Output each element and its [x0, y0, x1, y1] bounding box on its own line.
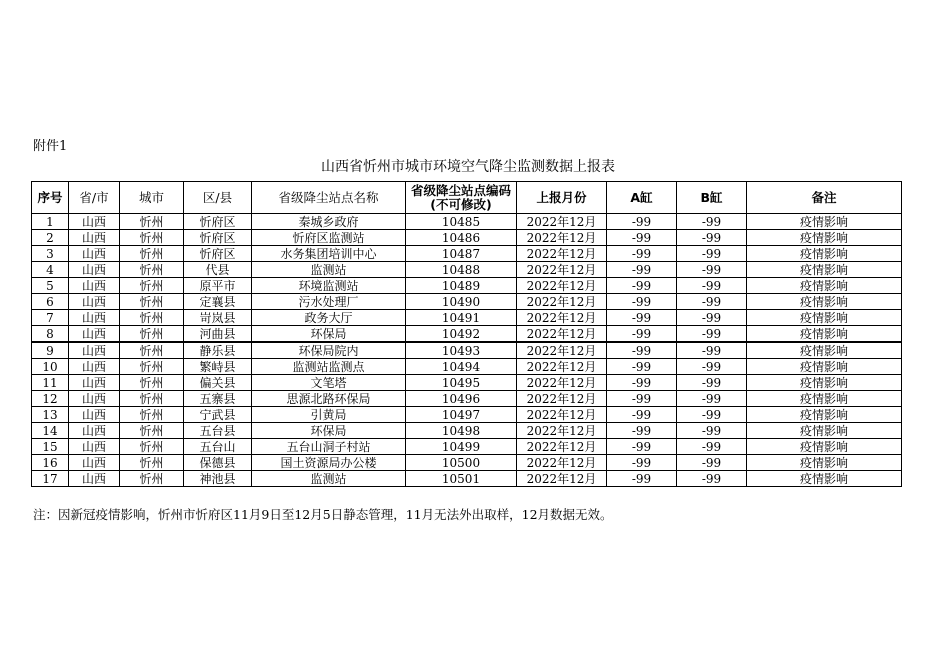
cell-index: 2 [32, 230, 69, 246]
cell-province: 山西 [69, 230, 120, 246]
cell-report-month: 2022年12月 [517, 407, 607, 423]
cell-report-month: 2022年12月 [517, 278, 607, 294]
col-header-station-code [406, 182, 517, 214]
cell-county: 忻府区 [184, 230, 252, 246]
cell-county: 五寨县 [184, 391, 252, 407]
cell-city: 忻州 [120, 342, 184, 359]
cell-city: 忻州 [120, 439, 184, 455]
cell-province: 山西 [69, 294, 120, 310]
cell-remarks: 疫情影响 [747, 278, 902, 294]
cell-city: 忻州 [120, 310, 184, 326]
cell-report-month: 2022年12月 [517, 230, 607, 246]
cell-city: 忻州 [120, 359, 184, 375]
cell-province: 山西 [69, 278, 120, 294]
col-header-station-name: 省级降尘站点名称 [252, 182, 406, 214]
cell-station-code: 10490 [406, 294, 517, 310]
cell-remarks: 疫情影响 [747, 407, 902, 423]
col-header-b-jar: B缸 [677, 182, 747, 214]
table-row [32, 423, 902, 439]
col-header-city: 城市 [120, 182, 184, 214]
col-header-a-jar: A缸 [607, 182, 677, 214]
table-row [32, 407, 902, 423]
cell-station-name: 环保局院内 [252, 342, 406, 359]
cell-station-code: 10501 [406, 471, 517, 487]
cell-station-code: 10487 [406, 246, 517, 262]
cell-a-jar: -99 [607, 359, 677, 375]
table-row [32, 278, 902, 294]
cell-county: 忻府区 [184, 246, 252, 262]
cell-station-code: 10489 [406, 278, 517, 294]
cell-city: 忻州 [120, 471, 184, 487]
cell-station-code: 10492 [406, 326, 517, 343]
cell-remarks: 疫情影响 [747, 391, 902, 407]
cell-station-name: 引黄局 [252, 407, 406, 423]
cell-b-jar: -99 [677, 294, 747, 310]
table-row [32, 326, 902, 343]
table-row [32, 294, 902, 310]
cell-report-month: 2022年12月 [517, 439, 607, 455]
cell-station-code: 10494 [406, 359, 517, 375]
cell-city: 忻州 [120, 423, 184, 439]
cell-province: 山西 [69, 407, 120, 423]
cell-b-jar: -99 [677, 214, 747, 230]
cell-a-jar: -99 [607, 278, 677, 294]
attachment-label: 附件1 [33, 139, 68, 154]
cell-city: 忻州 [120, 455, 184, 471]
cell-county: 繁峙县 [184, 359, 252, 375]
cell-city: 忻州 [120, 262, 184, 278]
cell-station-name: 污水处理厂 [252, 294, 406, 310]
cell-province: 山西 [69, 423, 120, 439]
cell-report-month: 2022年12月 [517, 359, 607, 375]
cell-city: 忻州 [120, 214, 184, 230]
cell-index: 1 [32, 214, 69, 230]
cell-county: 代县 [184, 262, 252, 278]
cell-province: 山西 [69, 359, 120, 375]
cell-b-jar: -99 [677, 326, 747, 343]
cell-station-name: 监测站 [252, 471, 406, 487]
cell-report-month: 2022年12月 [517, 246, 607, 262]
cell-report-month: 2022年12月 [517, 342, 607, 359]
cell-city: 忻州 [120, 391, 184, 407]
cell-station-name: 秦城乡政府 [252, 214, 406, 230]
cell-city: 忻州 [120, 278, 184, 294]
cell-a-jar: -99 [607, 294, 677, 310]
cell-index: 11 [32, 375, 69, 391]
table-row [32, 359, 902, 375]
table-row [32, 262, 902, 278]
cell-station-name: 五台山洞子村站 [252, 439, 406, 455]
col-header-report-month: 上报月份 [517, 182, 607, 214]
cell-index: 8 [32, 326, 69, 343]
table-row [32, 214, 902, 230]
cell-county: 岢岚县 [184, 310, 252, 326]
cell-province: 山西 [69, 455, 120, 471]
cell-a-jar: -99 [607, 246, 677, 262]
table-row [32, 391, 902, 407]
cell-station-code: 10486 [406, 230, 517, 246]
cell-b-jar: -99 [677, 262, 747, 278]
table-row [32, 375, 902, 391]
cell-remarks: 疫情影响 [747, 471, 902, 487]
code-header-line: 省级降尘站点编码 [410, 182, 511, 198]
cell-county: 忻府区 [184, 214, 252, 230]
cell-station-name: 环保局 [252, 423, 406, 439]
cell-station-name: 思源北路环保局 [252, 391, 406, 407]
header-row [32, 182, 902, 214]
cell-b-jar: -99 [677, 471, 747, 487]
table-row [32, 439, 902, 455]
cell-station-name: 环境监测站 [252, 278, 406, 294]
cell-county: 河曲县 [184, 326, 252, 343]
cell-b-jar: -99 [677, 342, 747, 359]
cell-remarks: 疫情影响 [747, 423, 902, 439]
cell-remarks: 疫情影响 [747, 375, 902, 391]
cell-index: 9 [32, 342, 69, 359]
cell-b-jar: -99 [677, 310, 747, 326]
code-header-line: (不可修改) [430, 196, 492, 212]
cell-station-name: 忻府区监测站 [252, 230, 406, 246]
cell-report-month: 2022年12月 [517, 375, 607, 391]
cell-station-name: 国土资源局办公楼 [252, 455, 406, 471]
cell-a-jar: -99 [607, 342, 677, 359]
cell-index: 17 [32, 471, 69, 487]
cell-province: 山西 [69, 214, 120, 230]
cell-province: 山西 [69, 246, 120, 262]
cell-index: 5 [32, 278, 69, 294]
cell-a-jar: -99 [607, 455, 677, 471]
cell-report-month: 2022年12月 [517, 423, 607, 439]
col-header-county: 区/县 [184, 182, 252, 214]
cell-county: 神池县 [184, 471, 252, 487]
cell-b-jar: -99 [677, 439, 747, 455]
col-header-remarks: 备注 [747, 182, 902, 214]
cell-city: 忻州 [120, 294, 184, 310]
cell-station-code: 10496 [406, 391, 517, 407]
cell-county: 定襄县 [184, 294, 252, 310]
cell-remarks: 疫情影响 [747, 455, 902, 471]
cell-index: 6 [32, 294, 69, 310]
cell-a-jar: -99 [607, 375, 677, 391]
cell-station-code: 10488 [406, 262, 517, 278]
cell-b-jar: -99 [677, 423, 747, 439]
cell-report-month: 2022年12月 [517, 326, 607, 343]
cell-a-jar: -99 [607, 423, 677, 439]
cell-b-jar: -99 [677, 246, 747, 262]
cell-county: 五台山 [184, 439, 252, 455]
cell-city: 忻州 [120, 246, 184, 262]
cell-remarks: 疫情影响 [747, 294, 902, 310]
cell-station-code: 10498 [406, 423, 517, 439]
cell-a-jar: -99 [607, 439, 677, 455]
cell-remarks: 疫情影响 [747, 342, 902, 359]
cell-b-jar: -99 [677, 278, 747, 294]
table-row [32, 246, 902, 262]
cell-report-month: 2022年12月 [517, 262, 607, 278]
cell-province: 山西 [69, 439, 120, 455]
cell-a-jar: -99 [607, 391, 677, 407]
cell-station-code: 10485 [406, 214, 517, 230]
cell-b-jar: -99 [677, 407, 747, 423]
table-row [32, 455, 902, 471]
cell-remarks: 疫情影响 [747, 359, 902, 375]
cell-a-jar: -99 [607, 407, 677, 423]
cell-province: 山西 [69, 375, 120, 391]
cell-station-code: 10500 [406, 455, 517, 471]
cell-index: 7 [32, 310, 69, 326]
cell-index: 10 [32, 359, 69, 375]
cell-report-month: 2022年12月 [517, 294, 607, 310]
table-row [32, 310, 902, 326]
cell-remarks: 疫情影响 [747, 246, 902, 262]
cell-station-code: 10497 [406, 407, 517, 423]
col-header-index: 序号 [32, 182, 69, 214]
cell-index: 4 [32, 262, 69, 278]
cell-station-name: 监测站监测点 [252, 359, 406, 375]
cell-county: 保德县 [184, 455, 252, 471]
col-header-province: 省/市 [69, 182, 120, 214]
cell-station-name: 环保局 [252, 326, 406, 343]
cell-index: 14 [32, 423, 69, 439]
table-row [32, 230, 902, 246]
cell-a-jar: -99 [607, 471, 677, 487]
cell-station-code: 10499 [406, 439, 517, 455]
cell-city: 忻州 [120, 407, 184, 423]
cell-report-month: 2022年12月 [517, 455, 607, 471]
cell-index: 15 [32, 439, 69, 455]
cell-city: 忻州 [120, 230, 184, 246]
cell-b-jar: -99 [677, 230, 747, 246]
cell-station-code: 10493 [406, 342, 517, 359]
cell-a-jar: -99 [607, 326, 677, 343]
cell-remarks: 疫情影响 [747, 310, 902, 326]
cell-b-jar: -99 [677, 455, 747, 471]
cell-station-code: 10495 [406, 375, 517, 391]
cell-report-month: 2022年12月 [517, 214, 607, 230]
table-row [32, 471, 902, 487]
cell-province: 山西 [69, 262, 120, 278]
cell-remarks: 疫情影响 [747, 262, 902, 278]
cell-city: 忻州 [120, 375, 184, 391]
cell-county: 静乐县 [184, 342, 252, 359]
cell-city: 忻州 [120, 326, 184, 343]
cell-province: 山西 [69, 326, 120, 343]
cell-report-month: 2022年12月 [517, 471, 607, 487]
cell-station-code: 10491 [406, 310, 517, 326]
page-title: 山西省忻州市城市环境空气降尘监测数据上报表 [321, 159, 615, 175]
cell-b-jar: -99 [677, 375, 747, 391]
cell-b-jar: -99 [677, 391, 747, 407]
cell-county: 原平市 [184, 278, 252, 294]
cell-province: 山西 [69, 310, 120, 326]
cell-province: 山西 [69, 391, 120, 407]
cell-a-jar: -99 [607, 310, 677, 326]
cell-index: 12 [32, 391, 69, 407]
cell-a-jar: -99 [607, 230, 677, 246]
cell-index: 3 [32, 246, 69, 262]
cell-station-name: 政务大厅 [252, 310, 406, 326]
cell-county: 偏关县 [184, 375, 252, 391]
cell-province: 山西 [69, 342, 120, 359]
cell-remarks: 疫情影响 [747, 326, 902, 343]
cell-county: 五台县 [184, 423, 252, 439]
cell-report-month: 2022年12月 [517, 310, 607, 326]
dust-monitoring-table [31, 181, 902, 487]
cell-remarks: 疫情影响 [747, 230, 902, 246]
cell-a-jar: -99 [607, 214, 677, 230]
cell-station-name: 监测站 [252, 262, 406, 278]
cell-report-month: 2022年12月 [517, 391, 607, 407]
cell-county: 宁武县 [184, 407, 252, 423]
cell-station-name: 水务集团培训中心 [252, 246, 406, 262]
cell-b-jar: -99 [677, 359, 747, 375]
footnote: 注：因新冠疫情影响，忻州市忻府区11月9日至12月5日静态管理，11月无法外出取样，12月数据无效。 [33, 507, 613, 522]
cell-remarks: 疫情影响 [747, 214, 902, 230]
cell-remarks: 疫情影响 [747, 439, 902, 455]
cell-index: 13 [32, 407, 69, 423]
table-row [32, 342, 902, 359]
cell-station-name: 文笔塔 [252, 375, 406, 391]
cell-a-jar: -99 [607, 262, 677, 278]
cell-index: 16 [32, 455, 69, 471]
cell-province: 山西 [69, 471, 120, 487]
